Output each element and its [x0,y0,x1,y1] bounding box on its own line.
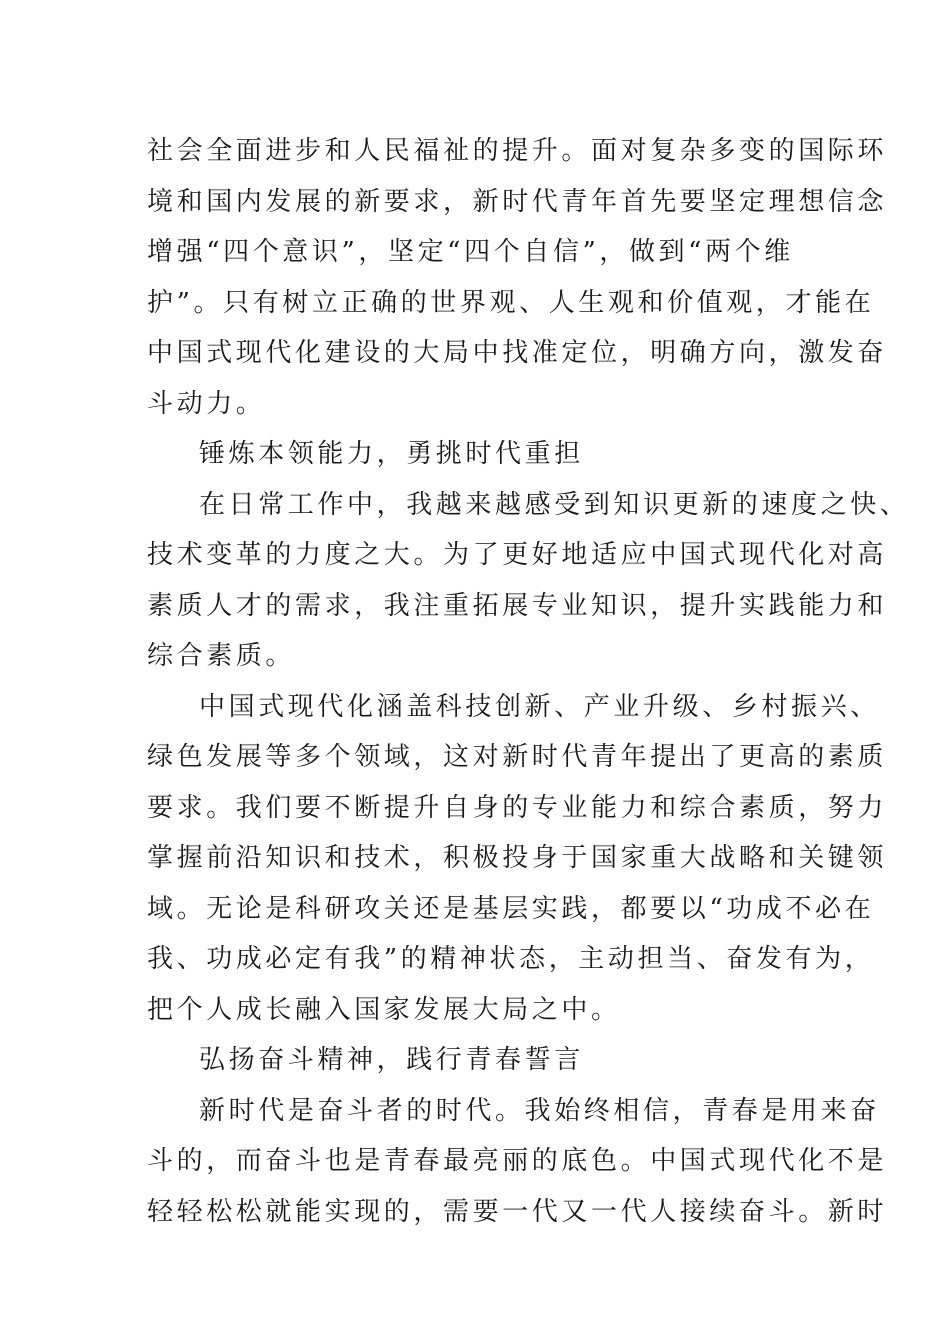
text-line: 技术变革的力度之大。为了更好地适应中国式现代化对高 [147,540,888,570]
text-line: 综合素质。 [147,641,296,671]
text-line: 中国式现代化涵盖科技创新、产业升级、乡村振兴、 [199,691,880,722]
text-line: 斗的，而奋斗也是青春最亮丽的底色。中国式现代化不是 [147,1146,888,1176]
text-line: 新时代是奋斗者的时代。我始终相信，青春是用来奋 [199,1095,880,1126]
text-line: 在日常工作中，我越来越感受到知识更新的速度之快、 [199,489,910,520]
text-line: 社会全面进步和人民福祉的提升。面对复杂多变的国际环 [147,136,888,166]
paragraph [147,1086,888,1238]
text-line: 增强“四个意识”，坚定“四个自信”，做到“两个维 [147,237,794,267]
document-body [147,126,910,1237]
text-line: 域。无论是科研攻关还是基层实践，都要以“功成不必在 [147,893,875,924]
text-line: 护”。只有树立正确的世界观、人生观和价值观，才能在 [147,287,875,318]
text-line: 掌握前沿知识和技术，积极投身于国家重大战略和关键领 [147,843,888,873]
text-line: 绿色发展等多个领域，这对新时代青年提出了更高的素质 [147,742,888,772]
text-line: 把个人成长融入国家发展大局之中。 [147,994,621,1025]
text-line: 中国式现代化建设的大局中找准定位，明确方向，激发奋 [147,338,888,368]
text-line: 轻轻松松就能实现的，需要一代又一代人接续奋斗。新时 [147,1196,888,1227]
paragraph [147,480,910,682]
text-line: 斗动力。 [147,388,266,419]
text-line: 要求。我们要不断提升自身的专业能力和综合素质，努力 [147,792,888,823]
text-line: 境和国内发展的新要求，新时代青年首先要坚定理想信念 [147,186,888,217]
section-heading: 锤炼本领能力，勇挑时代重担 [199,439,584,469]
paragraph-continuation [147,126,888,429]
text-line: 素质人才的需求，我注重拓展专业知识，提升实践能力和 [147,590,888,621]
section-heading: 弘扬奋斗精神，践行青春誓言 [199,1045,584,1075]
text-line: 我、功成必定有我”的精神状态，主动担当、奋发有为， [147,944,875,974]
paragraph [147,682,888,1036]
